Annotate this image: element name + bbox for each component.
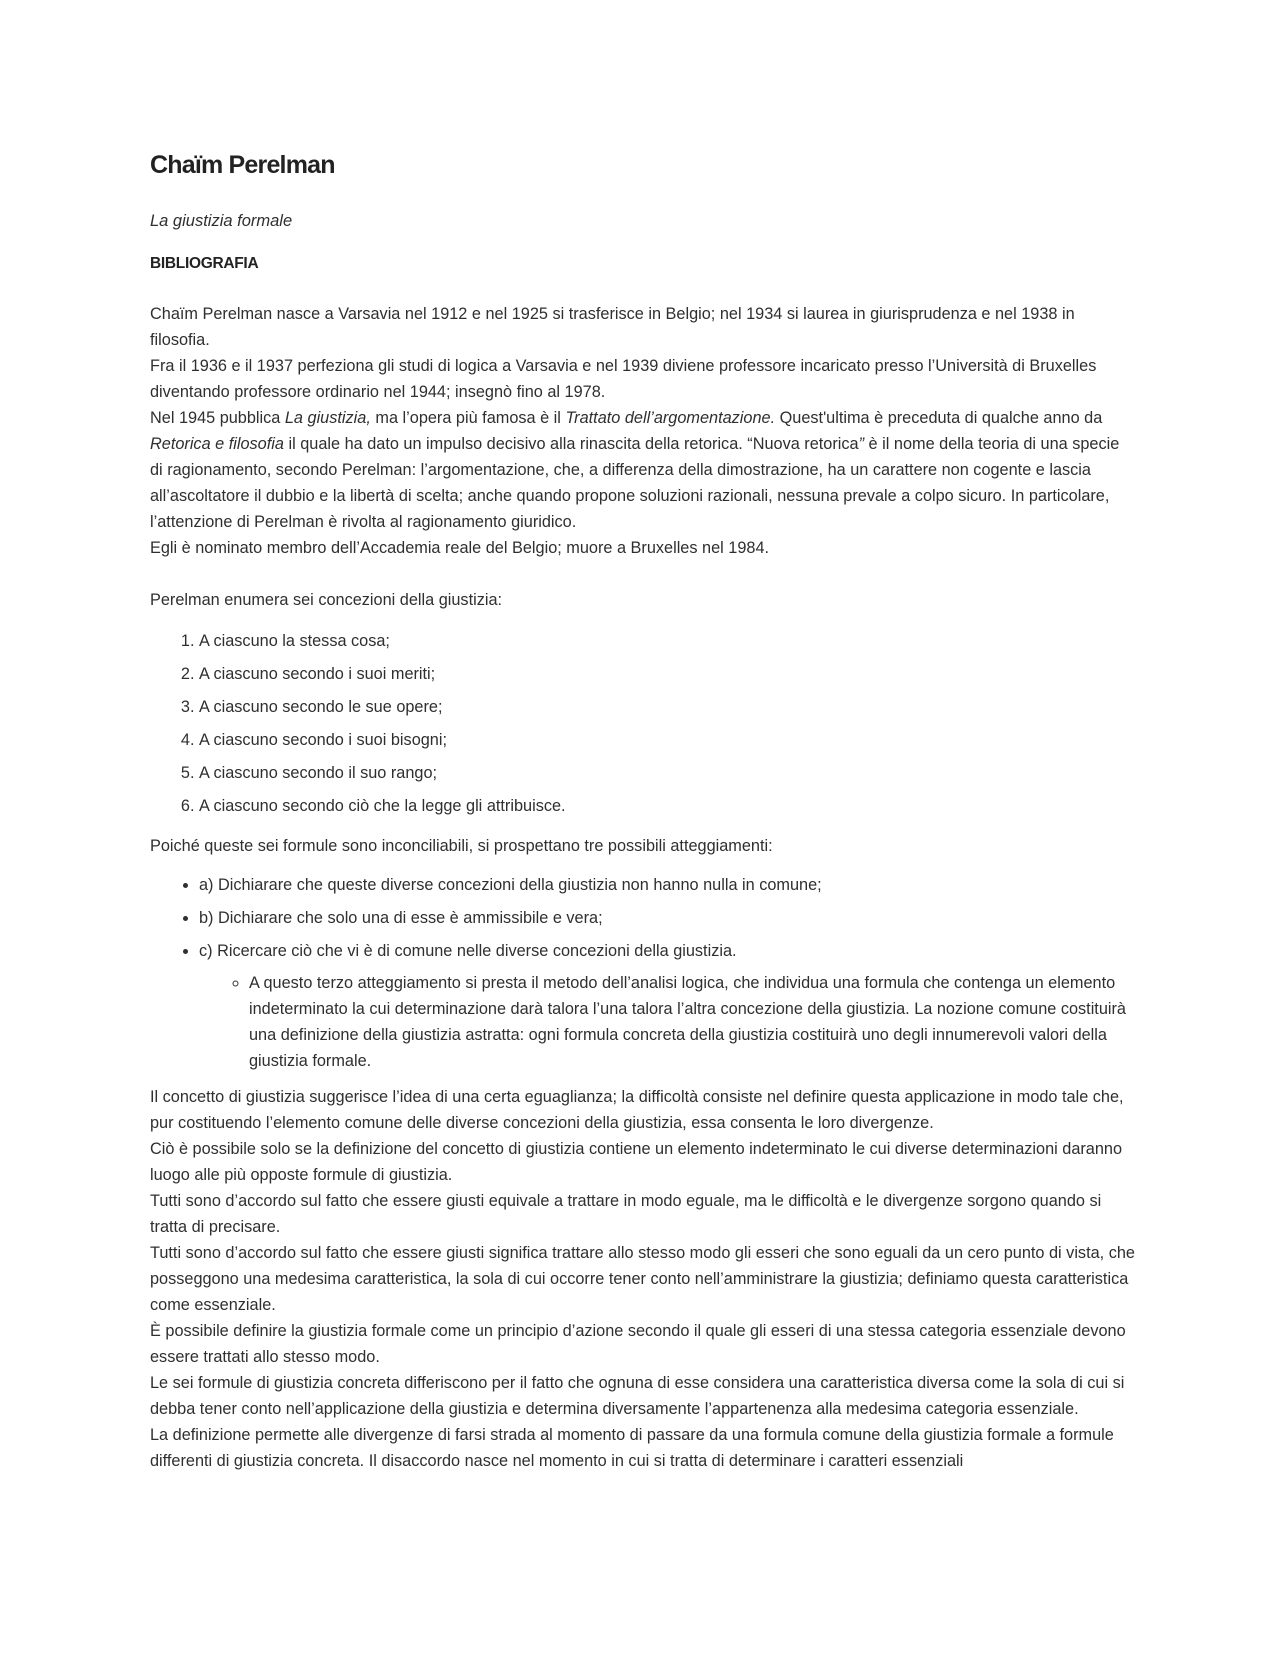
list-item: 4. A ciascuno secondo i suoi bisogni; xyxy=(199,724,1135,757)
list-item: 5. A ciascuno secondo il suo rango; xyxy=(199,757,1135,790)
sub-list-item: ◦ A questo terzo atteggiamento si presta il metodo dell’analisi logica, che individua una formula che contenga un elemento indeterminato la cui determinazione darà talora l’una talora l’altra concezione della giustizia. La nozione comune costituirà una definizione della giustizia astratta: ogni formula concreta della giustizia costituirà uno degli innumerevoli valori della giustizia formale. xyxy=(249,970,1135,1074)
body-paragraph-1: Il concetto di giustizia suggerisce l’idea di una certa eguaglianza; la difficoltà consiste nel definire questa applicazione in modo tale che, pur costituendo l’elemento comune delle diverse concezioni della giustizia, essa consenta le loro divergenze. xyxy=(150,1088,1124,1132)
body-text-block xyxy=(150,1084,1135,1474)
conceptions-list xyxy=(150,625,1135,823)
list-item: 6. A ciascuno secondo ciò che la legge gli attribuisce. xyxy=(199,790,1135,823)
list-item: 1. A ciascuno la stessa cosa; xyxy=(199,625,1135,658)
conceptions-intro: Perelman enumera sei concezioni della giustizia: xyxy=(150,591,503,609)
list-item: • a) Dichiarare che queste diverse concezioni della giustizia non hanno nulla in comune; xyxy=(199,869,1135,902)
document-title: Chaïm Perelman xyxy=(150,151,335,179)
bio-text-segment: Quest'ultima è preceduta di qualche anno da xyxy=(775,409,1103,427)
body-paragraph-3: Tutti sono d’accordo sul fatto che essere giusti equivale a trattare in modo eguale, ma le difficoltà e le divergenze sorgono quando si tratta di precisare. xyxy=(150,1192,1102,1236)
book-title-la-giustizia: La giustizia, xyxy=(284,409,371,427)
bio-paragraph-2: Fra il 1936 e il 1937 perfeziona gli studi di logica a Varsavia e nel 1939 diviene professore incaricato presso l’Università di Bruxelles diventando professore ordinario nel 1944; insegnò fino al 1978. xyxy=(150,357,1097,401)
body-paragraph-2: Ciò è possibile solo se la definizione del concetto di giustizia contiene un elemento indeterminato le cui diverse determinazioni daranno luogo alle più opposte formule di giustizia. xyxy=(150,1140,1123,1184)
attitudes-sublist xyxy=(199,970,1135,1074)
section-heading-bibliografia: BIBLIOGRAFIA xyxy=(150,255,259,272)
bio-text-segment: il quale ha dato un impulso decisivo alla rinascita della retorica. “Nuova retorica xyxy=(283,435,859,453)
body-paragraph-5: È possibile definire la giustizia formale come un principio d’azione secondo il quale gli esseri di una stessa categoria essenziale devono essere trattati allo stesso modo. xyxy=(150,1322,1126,1366)
book-title-retorica: Retorica e filosofia xyxy=(150,435,284,453)
body-paragraph-6: Le sei formule di giustizia concreta differiscono per il fatto che ognuna di esse considera una caratteristica diversa come la sola di cui si debba tener conto nell’applicazione della giustizia e determina diversamente l’appartenenza alla medesima categoria essenziale. xyxy=(150,1374,1125,1418)
bio-paragraph-3 xyxy=(150,405,1135,535)
body-paragraph-4: Tutti sono d’accordo sul fatto che essere giusti significa trattare allo stesso modo gli esseri che sono eguali da un cero punto di vista, che posseggono una medesima caratteristica, la sola di cui occorre tener conto nell’amministrare la giustizia; definiamo questa caratteristica come essenziale. xyxy=(150,1244,1135,1314)
bio-text-segment: è il nome della teoria di una specie di ragionamento, secondo Perelman: l’argomentazione, che, a differenza della dimostrazione, ha un carattere non cogente e lascia all’ascoltatore il dubbio e la libertà di scelta; anche quando propone soluzioni razionali, nessuna prevale a colpo sicuro. In particolare, l’attenzione di Perelman è rivolta al ragionamento giuridico. xyxy=(150,435,1120,531)
bio-paragraph-4: Egli è nominato membro dell’Accademia reale del Belgio; muore a Bruxelles nel 1984. xyxy=(150,539,770,557)
document-subtitle: La giustizia formale xyxy=(150,212,293,230)
bio-text-segment: Nel 1945 pubblica xyxy=(150,409,285,427)
book-title-trattato: Trattato dell’argomentazione. xyxy=(565,409,776,427)
closing-quote: ” xyxy=(858,435,865,453)
list-item: 2. A ciascuno secondo i suoi meriti; xyxy=(199,658,1135,691)
bio-paragraph-1: Chaïm Perelman nasce a Varsavia nel 1912 e nel 1925 si trasferisce in Belgio; nel 1934 si laurea in giurisprudenza e nel 1938 in filosofia. xyxy=(150,305,1075,349)
biography-block xyxy=(150,301,1135,561)
bio-text-segment: ma l’opera più famosa è il xyxy=(370,409,566,427)
attitudes-intro: Poiché queste sei formule sono inconciliabili, si prospettano tre possibili atteggiamenti: xyxy=(150,837,773,855)
body-paragraph-7: La definizione permette alle divergenze di farsi strada al momento di passare da una formula comune della giustizia formale a formule differenti di giustizia concreta. Il disaccordo nasce nel momento in cui si tratta di determinare i caratteri essenziali xyxy=(150,1426,1114,1470)
document-page xyxy=(150,148,1135,1474)
list-item xyxy=(199,935,1135,1074)
list-item: • b) Dichiarare che solo una di esse è ammissibile e vera; xyxy=(199,902,1135,935)
list-item-text: c) Ricercare ciò che vi è di comune nelle diverse concezioni della giustizia. xyxy=(199,942,737,960)
attitudes-list xyxy=(150,869,1135,1074)
list-item: 3. A ciascuno secondo le sue opere; xyxy=(199,691,1135,724)
